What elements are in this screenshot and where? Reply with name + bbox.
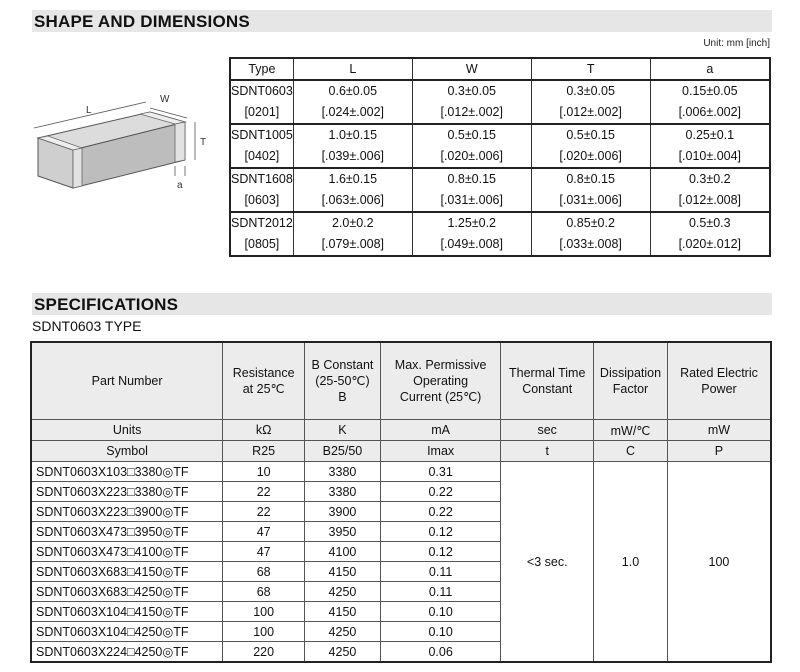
spec-symbol-value: t [501,441,594,462]
spec-cell-b: 4150 [305,602,381,622]
dim-value: [.012±.008] [678,193,742,207]
spec-cell-r25: 10 [223,462,305,482]
dim-value: 0.5±0.3 [688,216,731,230]
dim-cell-a [650,212,770,256]
spec-cell-part: SDNT0603X473□3950◎TF [31,522,223,542]
dim-header-L: L [293,58,412,80]
dim-cell-a [650,80,770,124]
spec-cell-part: SDNT0603X683□4150◎TF [31,562,223,582]
spec-header-line: Thermal Time [509,366,586,380]
dim-value: SDNT1608 [231,172,293,186]
dim-row [230,80,770,124]
dim-value: [.024±.002] [321,105,385,119]
spec-units-value: mW [667,420,771,441]
shape-section-title: SHAPE AND DIMENSIONS [34,12,250,31]
spec-symbol-row [31,441,771,462]
dim-cell-a [650,124,770,168]
dim-value: 0.25±0.1 [685,128,735,142]
spec-units-value: kΩ [223,420,305,441]
spec-cell-part: SDNT0603X683□4250◎TF [31,582,223,602]
dimensions-table [229,57,771,257]
spec-merged-thermal: <3 sec. [501,462,594,663]
spec-header [667,342,771,420]
dim-value: 0.3±0.05 [447,84,497,98]
spec-header-line: Resistance [232,366,295,380]
specs-subtitle: SDNT0603 TYPE [32,318,142,334]
spec-symbol-value: R25 [223,441,305,462]
dim-value: SDNT2012 [231,216,293,230]
dim-value: [0805] [244,237,280,251]
spec-header-line: Constant [522,382,573,396]
spec-cell-r25: 220 [223,642,305,663]
spec-cell-b: 4150 [305,562,381,582]
spec-units-value: sec [501,420,594,441]
dim-value: [.006±.002] [678,105,742,119]
spec-units-value: mW/℃ [594,420,668,441]
spec-symbol-value: C [594,441,668,462]
spec-cell-b: 4250 [305,622,381,642]
label-W: W [160,94,170,105]
dim-value: 0.5±0.15 [566,128,615,142]
dim-value: 0.3±0.2 [688,172,731,186]
spec-cell-imax: 0.10 [380,602,501,622]
spec-cell-b: 4100 [305,542,381,562]
spec-header-line: Dissipation [599,366,662,380]
spec-cell-r25: 100 [223,622,305,642]
spec-header-line: Current (25℃) [399,390,482,404]
spec-symbol-label: Symbol [31,441,223,462]
spec-cell-b: 4250 [305,582,381,602]
spec-cell-imax: 0.06 [380,642,501,663]
dim-value: [.010±.004] [678,149,742,163]
dim-cell-l [293,80,412,124]
dim-value: [.063±.006] [321,193,385,207]
spec-cell-part: SDNT0603X103□3380◎TF [31,462,223,482]
spec-cell-part: SDNT0603X473□4100◎TF [31,542,223,562]
spec-cell-imax: 0.12 [380,542,501,562]
spec-cell-imax: 0.31 [380,462,501,482]
spec-merged-power: 100 [667,462,771,663]
spec-cell-imax: 0.12 [380,522,501,542]
table-row [31,462,771,482]
dim-value: 0.3±0.05 [566,84,615,98]
spec-header [223,342,305,420]
dim-cell-w [412,212,531,256]
spec-symbol-value: Imax [380,441,501,462]
dim-header-type: Type [230,58,293,80]
dim-value: [.012±.002] [559,105,622,119]
specs-section-title: SPECIFICATIONS [34,295,179,314]
spec-header-line: B Constant [311,358,374,372]
dim-cell-w [412,80,531,124]
spec-cell-b: 3950 [305,522,381,542]
spec-cell-r25: 100 [223,602,305,622]
dim-row [230,212,770,256]
dim-value: 2.0±0.2 [331,216,374,230]
dim-value: 1.25±0.2 [447,216,497,230]
spec-header [380,342,501,420]
spec-cell-r25: 22 [223,502,305,522]
dim-value: [.033±.008] [559,237,622,251]
spec-cell-part: SDNT0603X104□4250◎TF [31,622,223,642]
spec-cell-imax: 0.22 [380,482,501,502]
dim-value: 0.6±0.05 [328,84,378,98]
spec-header [305,342,381,420]
spec-header-line: (25-50℃) [315,374,370,388]
spec-units-label: Units [31,420,223,441]
dim-value: [.031±.006] [440,193,503,207]
dim-cell-l [293,124,412,168]
spec-cell-b: 3900 [305,502,381,522]
dim-value: [.020±.012] [678,237,742,251]
spec-header [594,342,668,420]
dim-header-a: a [650,58,770,80]
dim-cell-type [230,212,293,256]
spec-units-row [31,420,771,441]
dim-cell-l [293,168,412,212]
dim-value: [.031±.006] [559,193,622,207]
dim-value: 0.8±0.15 [566,172,615,186]
dim-cell-l [293,212,412,256]
spec-cell-part: SDNT0603X223□3380◎TF [31,482,223,502]
dim-cell-type [230,124,293,168]
spec-cell-r25: 47 [223,542,305,562]
dim-header-W: W [412,58,531,80]
spec-cell-r25: 68 [223,562,305,582]
spec-header [501,342,594,420]
spec-header-line: Operating [413,374,469,388]
dim-value: [.079±.008] [321,237,385,251]
spec-header-line: B [338,390,347,404]
dim-cell-w [412,168,531,212]
spec-symbol-value: B25/50 [305,441,381,462]
dim-value: 0.85±0.2 [566,216,615,230]
dim-row [230,124,770,168]
dim-value: [.039±.006] [321,149,385,163]
spec-header-line: Part Number [91,374,163,388]
dim-cell-type [230,168,293,212]
dim-cell-t [531,124,650,168]
dim-value: [.020±.006] [440,149,503,163]
spec-header-line: Power [701,382,737,396]
dim-value: 1.6±0.15 [328,172,378,186]
spec-cell-imax: 0.11 [380,582,501,602]
spec-merged-dissipation: 1.0 [594,462,668,663]
spec-cell-r25: 47 [223,522,305,542]
dim-value: [.012±.002] [440,105,503,119]
spec-symbol-value: P [667,441,771,462]
chip-dimension-diagram [20,70,220,210]
dim-value: 0.8±0.15 [447,172,497,186]
dim-header-T: T [531,58,650,80]
spec-cell-r25: 22 [223,482,305,502]
dim-cell-w [412,124,531,168]
spec-cell-imax: 0.11 [380,562,501,582]
dim-cell-t [531,168,650,212]
spec-units-value: mA [380,420,501,441]
dim-value: [.049±.008] [440,237,503,251]
label-L: L [86,105,92,116]
dim-value: [0201] [244,105,280,119]
dim-cell-a [650,168,770,212]
dim-cell-type [230,80,293,124]
dim-row [230,168,770,212]
spec-cell-b: 3380 [305,482,381,502]
dim-value: [.020±.006] [559,149,622,163]
spec-cell-imax: 0.22 [380,502,501,522]
spec-header-line: Factor [612,382,649,396]
spec-cell-part: SDNT0603X224□4250◎TF [31,642,223,663]
spec-header-line: Rated Electric [680,366,758,380]
spec-cell-r25: 68 [223,582,305,602]
dim-value: SDNT0603 [231,84,293,98]
dim-value: 1.0±0.15 [328,128,378,142]
spec-units-value: K [305,420,381,441]
label-a: a [177,180,183,191]
spec-header-line: at 25℃ [242,382,285,396]
dim-cell-t [531,212,650,256]
dim-value: [0402] [244,149,280,163]
spec-cell-part: SDNT0603X223□3900◎TF [31,502,223,522]
spec-header-line: Max. Permissive [394,358,487,372]
specifications-table [30,341,772,663]
unit-note: Unit: mm [inch] [703,38,770,49]
dim-value: 0.5±0.15 [447,128,497,142]
spec-cell-imax: 0.10 [380,622,501,642]
dim-cell-t [531,80,650,124]
spec-cell-b: 3380 [305,462,381,482]
label-T: T [200,137,207,148]
spec-header [31,342,223,420]
dim-value: SDNT1005 [231,128,293,142]
dim-value: [0603] [244,193,280,207]
spec-cell-part: SDNT0603X104□4150◎TF [31,602,223,622]
spec-cell-b: 4250 [305,642,381,663]
dim-value: 0.15±0.05 [682,84,738,98]
